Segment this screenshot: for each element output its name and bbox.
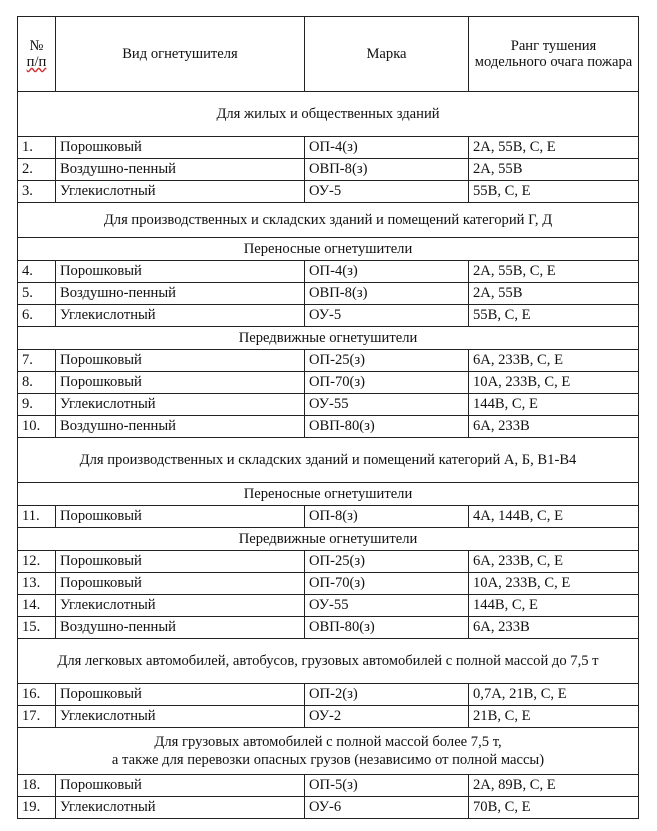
cell-rank: 2А, 55В: [469, 283, 639, 305]
cell-num: 11.: [18, 506, 56, 528]
cell-rank: 6А, 233В, С, Е: [469, 551, 639, 573]
section-row: [18, 728, 639, 775]
cell-num: 15.: [18, 617, 56, 639]
header-num-symbol: №: [29, 37, 44, 54]
table-row: [18, 684, 639, 706]
table-row: [18, 617, 639, 639]
table-row: [18, 394, 639, 416]
cell-brand: ОУ-55: [305, 394, 469, 416]
extinguisher-table: [17, 16, 639, 819]
cell-type: Порошковый: [56, 775, 305, 797]
cell-num: 6.: [18, 305, 56, 327]
table-row: [18, 372, 639, 394]
cell-num: 12.: [18, 551, 56, 573]
cell-rank: 2А, 89В, С, Е: [469, 775, 639, 797]
cell-rank: 4А, 144В, С, Е: [469, 506, 639, 528]
subsection-row: [18, 528, 639, 551]
cell-type: Углекислотный: [56, 394, 305, 416]
cell-brand: ОП-25(з): [305, 350, 469, 372]
cell-type: Порошковый: [56, 261, 305, 283]
section-title: [18, 728, 639, 775]
table-row: [18, 775, 639, 797]
cell-num: 3.: [18, 181, 56, 203]
cell-type: Порошковый: [56, 573, 305, 595]
header-num-abbrev: п/п: [26, 54, 47, 70]
cell-num: 18.: [18, 775, 56, 797]
cell-rank: 55В, С, Е: [469, 305, 639, 327]
table-row: [18, 573, 639, 595]
cell-type: Воздушно-пенный: [56, 283, 305, 305]
cell-brand: ОП-4(з): [305, 261, 469, 283]
table-row: [18, 261, 639, 283]
table-row: [18, 506, 639, 528]
subsection-title: Переносные огнетушители: [18, 483, 639, 506]
cell-rank: 6А, 233В: [469, 416, 639, 438]
cell-brand: ОУ-5: [305, 181, 469, 203]
cell-num: 17.: [18, 706, 56, 728]
table-row: [18, 137, 639, 159]
section-title: Для производственных и складских зданий и помещений категорий А, Б, В1-В4: [18, 438, 639, 483]
table-row: [18, 595, 639, 617]
section-row: [18, 203, 639, 238]
cell-type: Углекислотный: [56, 797, 305, 819]
cell-num: 10.: [18, 416, 56, 438]
cell-type: Порошковый: [56, 684, 305, 706]
section-title: Для производственных и складских зданий и помещений категорий Г, Д: [18, 203, 639, 238]
cell-type: Порошковый: [56, 137, 305, 159]
cell-brand: ОУ-55: [305, 595, 469, 617]
header-rank: Ранг тушения модельного очага пожара: [469, 17, 639, 92]
section-title: Для жилых и общественных зданий: [18, 92, 639, 137]
cell-brand: ОП-2(з): [305, 684, 469, 706]
table-row: [18, 181, 639, 203]
section-title-line1: Для грузовых автомобилей с полной массой более 7,5 т,: [154, 733, 502, 750]
cell-brand: ОУ-5: [305, 305, 469, 327]
cell-rank: 6А, 233В: [469, 617, 639, 639]
cell-rank: 6А, 233В, С, Е: [469, 350, 639, 372]
subsection-title: Переносные огнетушители: [18, 238, 639, 261]
cell-rank: 21В, С, Е: [469, 706, 639, 728]
table-row: [18, 706, 639, 728]
header-num: [18, 17, 56, 92]
cell-brand: ОП-70(з): [305, 372, 469, 394]
table-row: [18, 159, 639, 181]
cell-type: Воздушно-пенный: [56, 159, 305, 181]
cell-num: 1.: [18, 137, 56, 159]
table-row: [18, 283, 639, 305]
table-row: [18, 416, 639, 438]
cell-brand: ОП-8(з): [305, 506, 469, 528]
cell-type: Порошковый: [56, 506, 305, 528]
table-row: [18, 350, 639, 372]
cell-type: Порошковый: [56, 551, 305, 573]
cell-num: 14.: [18, 595, 56, 617]
cell-brand: ОУ-2: [305, 706, 469, 728]
header-type: Вид огнетушителя: [56, 17, 305, 92]
cell-num: 2.: [18, 159, 56, 181]
cell-brand: ОВП-8(з): [305, 159, 469, 181]
cell-type: Углекислотный: [56, 706, 305, 728]
cell-num: 9.: [18, 394, 56, 416]
cell-brand: ОВП-8(з): [305, 283, 469, 305]
cell-rank: 144В, С, Е: [469, 595, 639, 617]
header-brand: Марка: [305, 17, 469, 92]
section-row: [18, 92, 639, 137]
cell-brand: ОУ-6: [305, 797, 469, 819]
table-row: [18, 305, 639, 327]
cell-rank: 2А, 55В, С, Е: [469, 261, 639, 283]
section-title-line2: а также для перевозки опасных грузов (независимо от полной массы): [111, 752, 545, 768]
cell-type: Углекислотный: [56, 181, 305, 203]
subsection-title: Передвижные огнетушители: [18, 327, 639, 350]
section-row: [18, 438, 639, 483]
cell-type: Углекислотный: [56, 305, 305, 327]
cell-rank: 0,7А, 21В, С, Е: [469, 684, 639, 706]
cell-brand: ОП-25(з): [305, 551, 469, 573]
cell-num: 13.: [18, 573, 56, 595]
cell-brand: ОП-70(з): [305, 573, 469, 595]
cell-type: Углекислотный: [56, 595, 305, 617]
cell-type: Воздушно-пенный: [56, 416, 305, 438]
subsection-row: [18, 238, 639, 261]
subsection-row: [18, 327, 639, 350]
cell-rank: 2А, 55В: [469, 159, 639, 181]
section-row: [18, 639, 639, 684]
cell-type: Порошковый: [56, 350, 305, 372]
cell-rank: 144В, С, Е: [469, 394, 639, 416]
cell-brand: ОП-5(з): [305, 775, 469, 797]
subsection-title: Передвижные огнетушители: [18, 528, 639, 551]
cell-brand: ОВП-80(з): [305, 416, 469, 438]
cell-rank: 70В, С, Е: [469, 797, 639, 819]
subsection-row: [18, 483, 639, 506]
cell-brand: ОВП-80(з): [305, 617, 469, 639]
cell-rank: 10А, 233В, С, Е: [469, 573, 639, 595]
cell-rank: 2А, 55В, С, Е: [469, 137, 639, 159]
cell-type: Порошковый: [56, 372, 305, 394]
cell-num: 16.: [18, 684, 56, 706]
cell-type: Воздушно-пенный: [56, 617, 305, 639]
cell-num: 4.: [18, 261, 56, 283]
table-header-row: [18, 17, 639, 92]
cell-num: 7.: [18, 350, 56, 372]
cell-rank: 55В, С, Е: [469, 181, 639, 203]
cell-rank: 10А, 233В, С, Е: [469, 372, 639, 394]
table-row: [18, 551, 639, 573]
table-row: [18, 797, 639, 819]
cell-num: 19.: [18, 797, 56, 819]
cell-num: 5.: [18, 283, 56, 305]
cell-num: 8.: [18, 372, 56, 394]
cell-brand: ОП-4(з): [305, 137, 469, 159]
section-title: Для легковых автомобилей, автобусов, грузовых автомобилей с полной массой до 7,5 т: [18, 639, 639, 684]
